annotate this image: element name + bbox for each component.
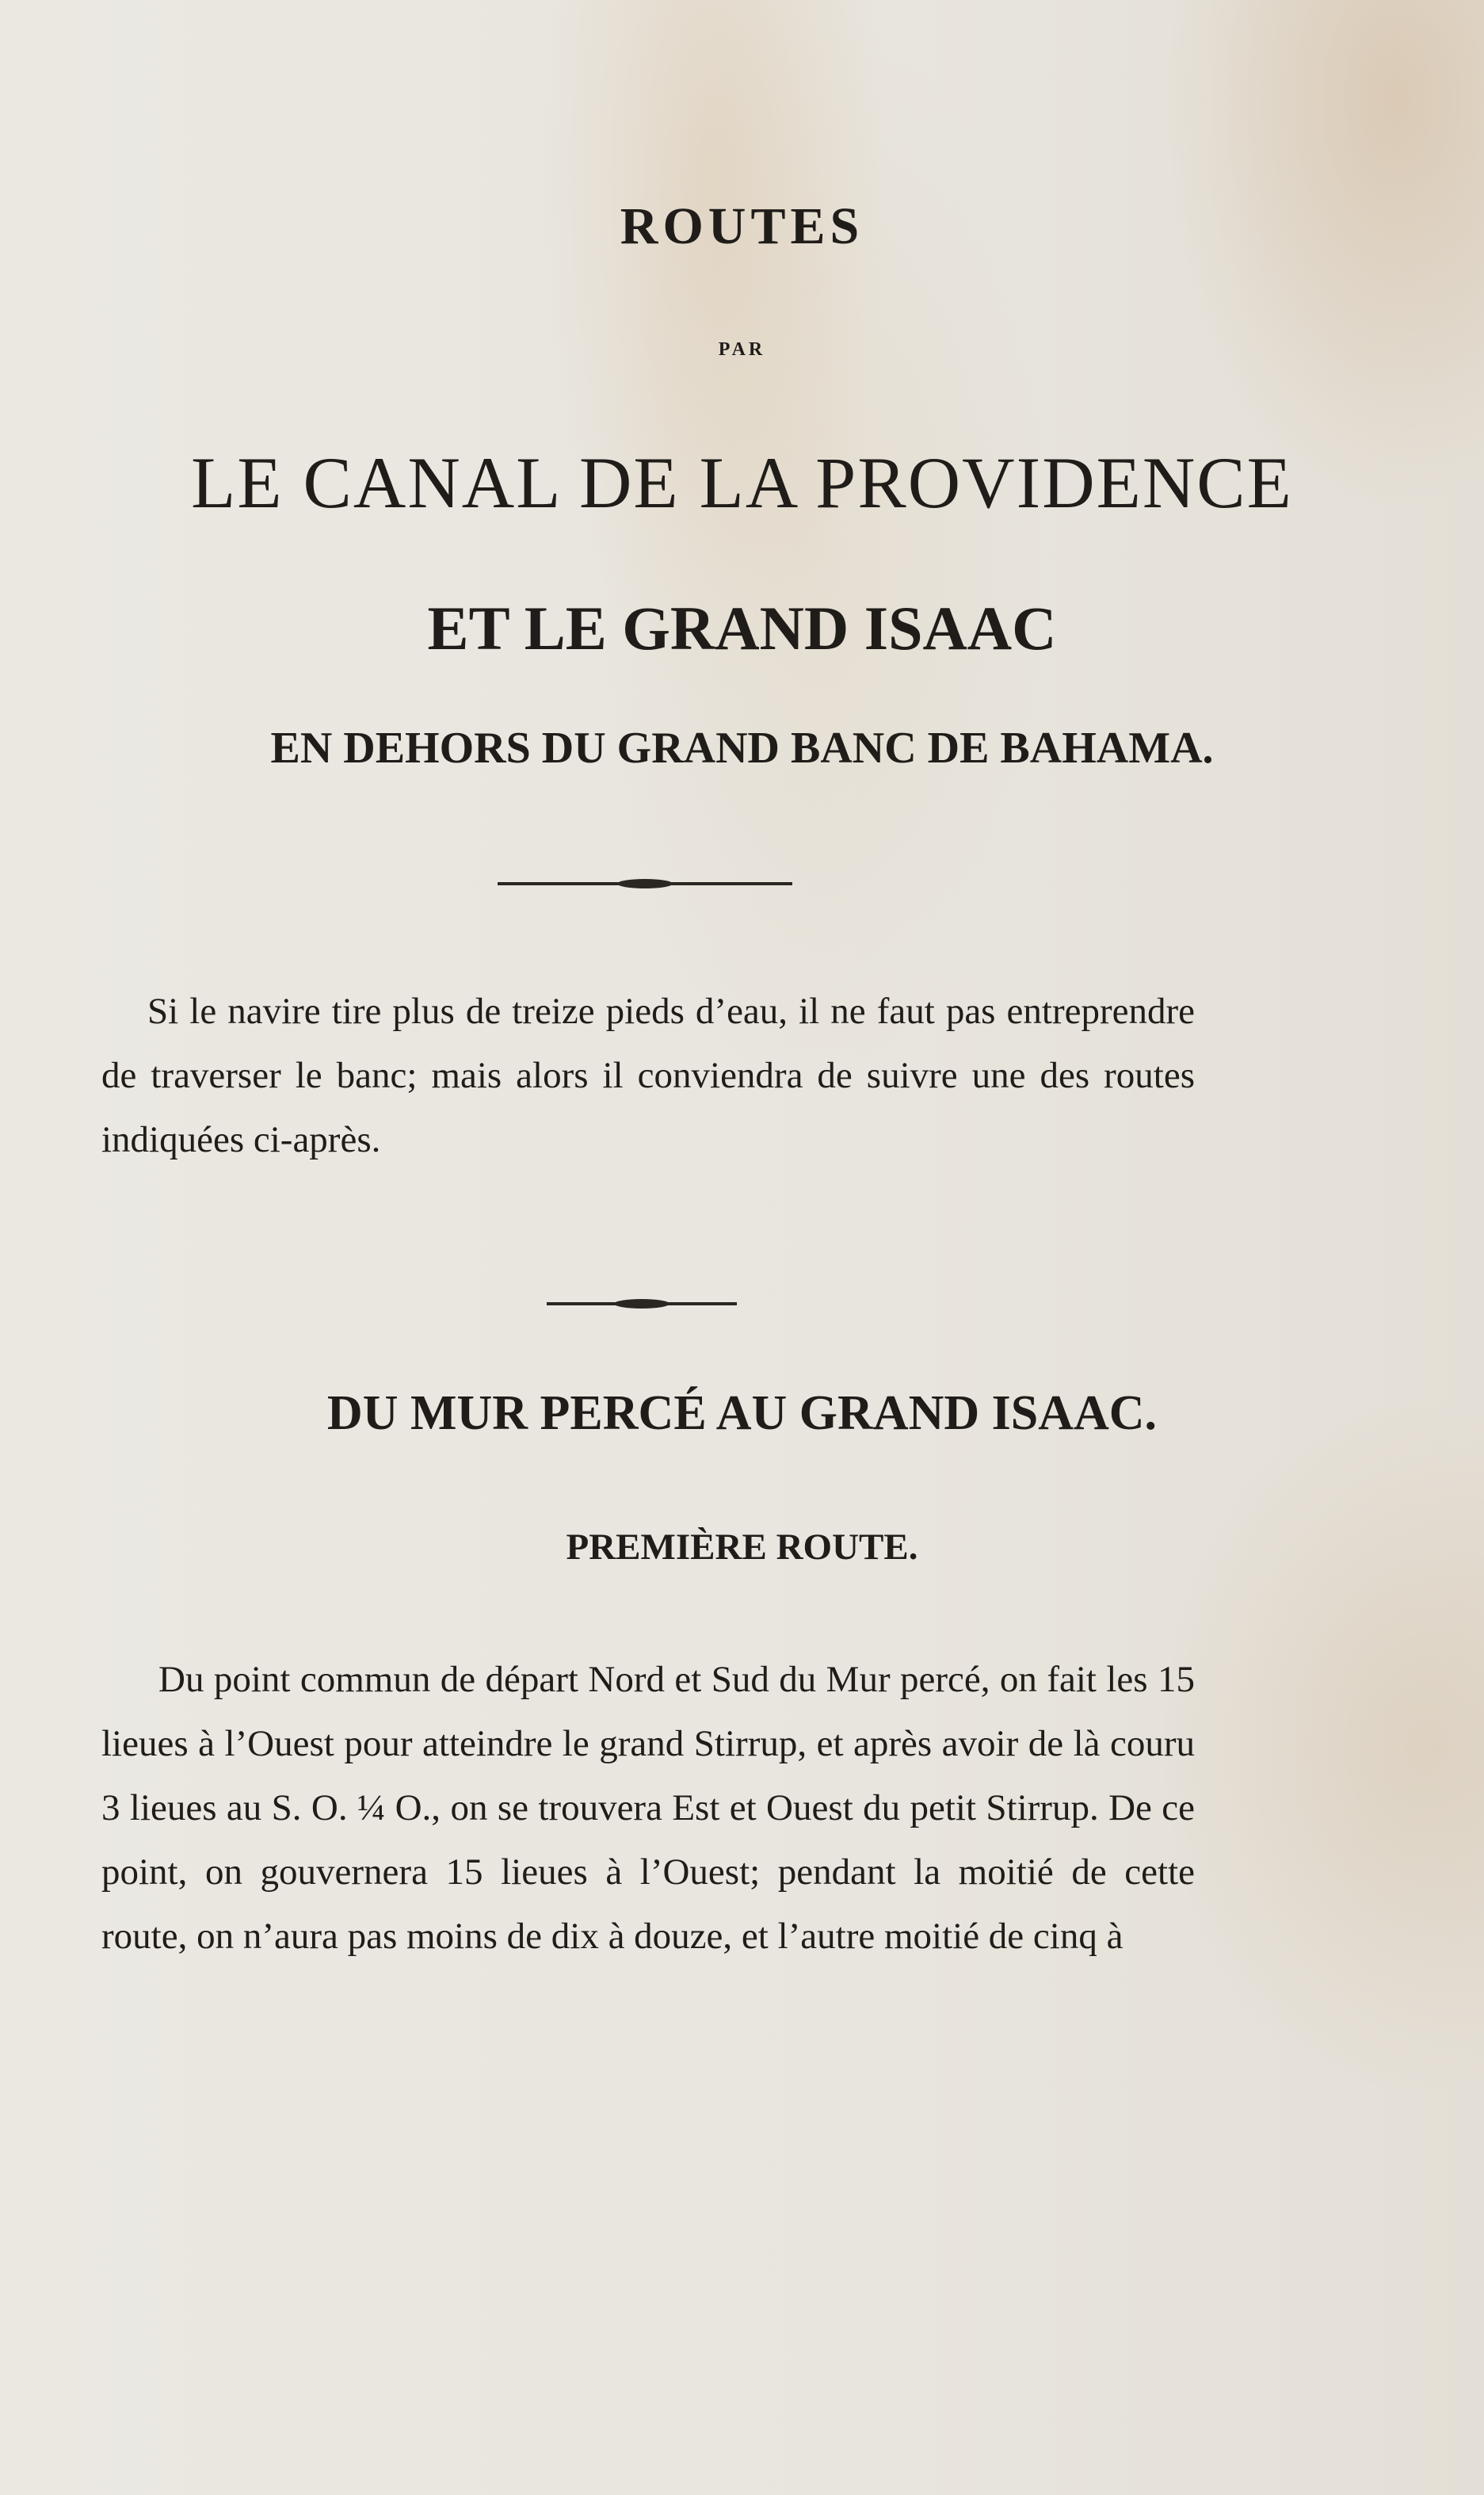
heading-routes: ROUTES <box>620 197 864 255</box>
heading-main: LE CANAL DE LA PROVIDENCE <box>191 442 1293 523</box>
section-title: DU MUR PERCÉ AU GRAND ISAAC. <box>326 1386 1158 1440</box>
ornamental-rule <box>498 882 792 885</box>
section-subtitle: PREMIÈRE ROUTE. <box>566 1526 918 1568</box>
intro-paragraph: Si le navire tire plus de treize pieds d’eau, il ne faut pas entreprendre de traverser le banc; mais alors il conviendra de suivre une des routes indiquées ci-après. <box>101 991 1195 1160</box>
ornamental-rule <box>547 1302 737 1305</box>
heading-sub: ET LE GRAND ISAAC <box>427 594 1057 663</box>
body-paragraph: Du point commun de départ Nord et Sud du Mur percé, on fait les 15 lieues à l’Ouest pour atteindre le grand Stirrup, et après avoir de là couru 3 lieues au S. O. ¼ O., on se trouvera Est et Ouest du petit Stirrup. De ce point, on gouvernera 15 lieues à l’Ouest; pendant la moitié de cette route, on n’aura pas moins de dix à douze, et l’autre moitié de cinq à <box>101 1659 1195 1957</box>
heading-par: PAR <box>718 339 766 360</box>
heading-bank: EN DEHORS DU GRAND BANC DE BAHAMA. <box>270 724 1214 773</box>
